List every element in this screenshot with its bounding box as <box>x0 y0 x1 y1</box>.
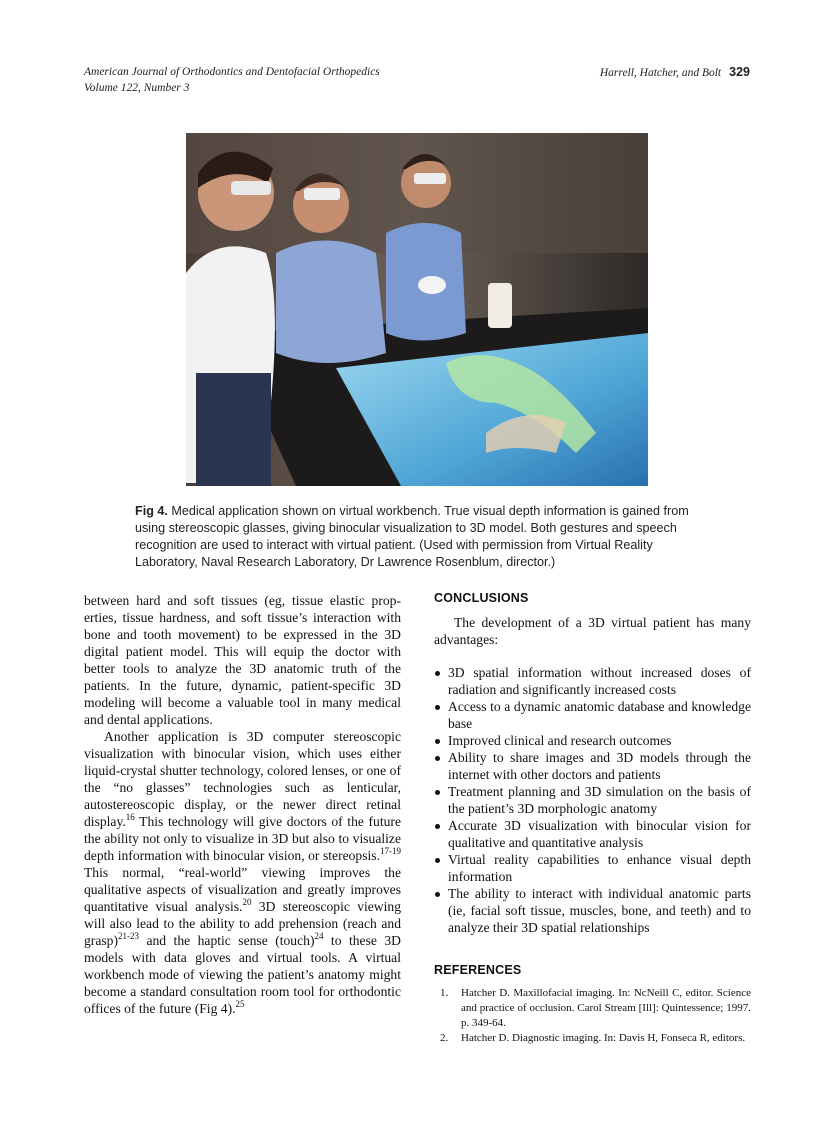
text-run: to these 3D models with data gloves and virtual tools. A virtual workbench mode of viewing the patient’s anatomy might become a standard consultation room tool for orthodontic offices of the future (Fig 4). <box>84 933 401 1016</box>
text-run: 3D stereoscopic viewing will also lead to the ability to add prehension (reach and grasp) <box>84 899 401 948</box>
body-paragraph <box>84 728 401 1017</box>
journal-volume: Volume 122, Number 3 <box>84 82 190 94</box>
right-column <box>434 590 751 1046</box>
citation: 20 <box>242 897 252 907</box>
journal-title: American Journal of Orthodontics and Dentofacial Orthopedics <box>84 66 380 78</box>
reference-item <box>440 1031 751 1046</box>
running-header-left <box>84 64 380 96</box>
reference-item <box>440 986 751 1031</box>
citation: 24 <box>314 931 324 941</box>
citation: 16 <box>125 812 135 822</box>
list-item: 3D spatial information without increased doses of radiation and significantly increased costs <box>434 664 751 698</box>
citation: 21-23 <box>117 931 139 941</box>
body-paragraph: between hard and soft tissues (eg, tissue elastic properties, tissue hardness, and soft tissue’s interaction with bone and tooth movement) to be expressed in the 3D digital patient model. This will equip the doctor with better tools to analyze the 3D anatomic truth of the patients. In the future, dynamic, patient-specific 3D modeling will become a valuable tool in many medical and dental applications. <box>84 593 401 727</box>
reference-text: Hatcher D. Diagnostic imaging. In: Davis H, Fonseca R, editors. <box>461 1032 746 1044</box>
reference-text: Hatcher D. Maxillofacial imaging. In: NcNeill C, editor. Science and practice of occlusion. Carol Stream [Ill]: Quintessence; 1997. p. 349-64. <box>461 987 751 1029</box>
list-item: The ability to interact with individual anatomic parts (ie, facial soft tissue, muscles, bone, and teeth) and to analyze their 3D spatial relationships <box>434 885 751 936</box>
left-column <box>84 592 401 1017</box>
list-item: Treatment planning and 3D simulation on the basis of the patient’s 3D morphologic anatomy <box>434 783 751 817</box>
list-item: Access to a dynamic anatomic database and knowledge base <box>434 698 751 732</box>
figure-caption <box>135 503 701 571</box>
list-item: Accurate 3D visualization with binocular vision for qualitative and quantitative analysis <box>434 817 751 851</box>
citation: 25 <box>235 999 245 1009</box>
text-run: This technology will give doctors of the future the ability not only to visualize in 3D but also to visualize depth information with binocular vision, or stereopsis. <box>84 814 401 863</box>
text-run: Another application is 3D computer stereoscopic visualization with binocular vision, which uses either liquid-crystal shutter technology, colored lenses, or one of the “no glasses” technologies such as lenticular, autostereoscopic display, or the newer direct retinal display. <box>84 729 401 829</box>
references-heading: REFERENCES <box>434 963 522 977</box>
list-item: Virtual reality capabilities to enhance visual depth information <box>434 851 751 885</box>
person-left <box>186 152 275 486</box>
reference-number: 1. <box>440 987 449 999</box>
text-run: This normal, “real-world” viewing improves the qualitative aspects of visualization and greatly improves quantitative visual analysis. <box>84 865 401 914</box>
running-header-right <box>600 64 750 81</box>
authors: Harrell, Hatcher, and Bolt <box>599 67 722 79</box>
list-item: Improved clinical and research outcomes <box>434 732 751 749</box>
citation: 17-19 <box>380 846 401 856</box>
references-list <box>434 986 751 1046</box>
conclusions-intro: The development of a 3D virtual patient has many advantages: <box>434 615 751 647</box>
conclusions-heading: CONCLUSIONS <box>434 591 529 605</box>
list-item: Ability to share images and 3D models through the internet with other doctors and patients <box>434 749 751 783</box>
reference-number: 2. <box>440 1032 449 1044</box>
text-run: and the haptic sense (touch) <box>138 933 315 948</box>
figure-photo-virtual-workbench <box>186 133 648 486</box>
page-number: 329 <box>729 65 750 79</box>
figure-caption-text: Medical application shown on virtual workbench. True visual depth information is gained from using stereoscopic glasses, giving binocular visualization to 3D model. Both gestures and speech recognition are used to interact with virtual patient. (Used with permission from Virtual Reality Laboratory, Naval Research Laboratory, Dr Lawrence Rosenblum, director.) <box>135 504 689 569</box>
figure-label: Fig 4. <box>135 504 168 518</box>
advantages-list <box>434 664 751 936</box>
